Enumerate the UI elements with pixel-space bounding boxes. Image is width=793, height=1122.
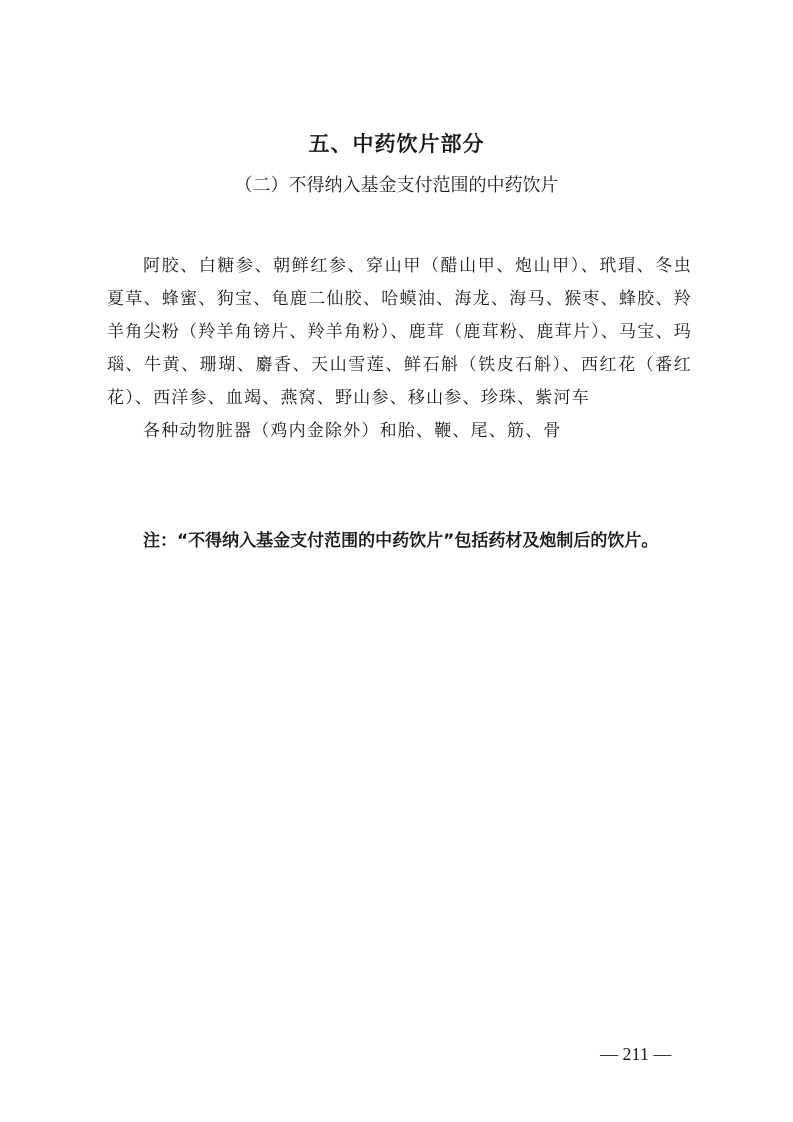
note: 注：“不得纳入基金支付范围的中药饮片”包括药材及炮制后的饮片。 (143, 531, 659, 551)
section-title: 五、中药饮片部分 (308, 131, 485, 156)
sub-title: （二）不得纳入基金支付范围的中药饮片 (234, 175, 559, 196)
paragraph-herb-list: 阿胶、白糖参、朝鲜红参、穿山甲（醋山甲、炮山甲）、玳瑁、冬虫夏草、蜂蜜、狗宝、龟鹿二仙胶、哈蟆油、海龙、海马、猴枣、蜂胶、羚羊角尖粉（羚羊角镑片、羚羊角粉）、鹿茸（鹿茸粉、鹿茸片）、马宝、玛瑙、牛黄、珊瑚、麝香、天山雪莲、鲜石斛（铁皮石斛）、西红花（番红花）、西洋参、血竭、燕窝、野山参、移山参、珍珠、紫河车 (107, 256, 692, 408)
page-number: — 211 — (600, 1044, 672, 1064)
paragraph-animal-organs: 各种动物脏器（鸡内金除外）和胎、鞭、尾、筋、骨 (143, 421, 562, 441)
body-text (107, 250, 692, 448)
